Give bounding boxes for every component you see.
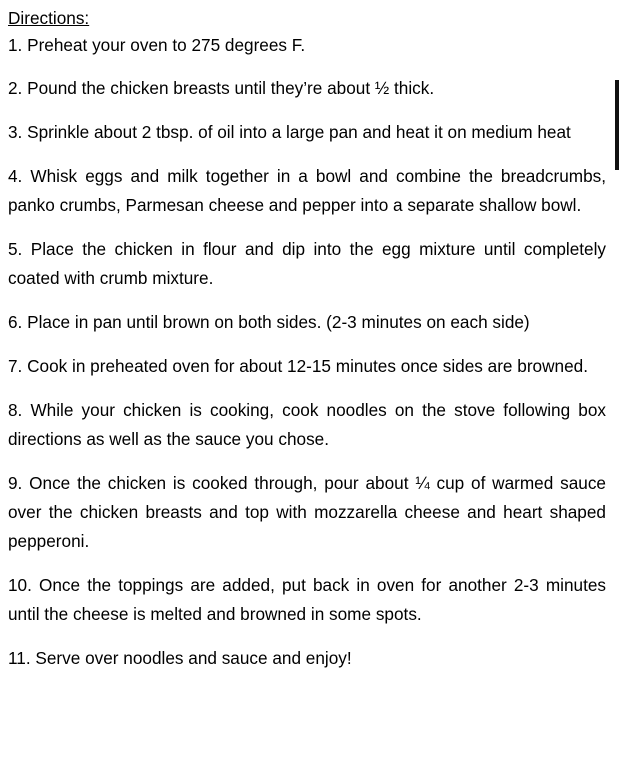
direction-step-8: 8. While your chicken is cooking, cook noodles on the stove following box directions as well as the sauce you chose. bbox=[8, 400, 606, 449]
direction-step-4: 4. Whisk eggs and milk together in a bowl and combine the breadcrumbs, panko crumbs, Parmesan cheese and pepper into a separate shallow bowl. bbox=[8, 166, 606, 215]
direction-step-7: 7. Cook in preheated oven for about 12-15 minutes once sides are browned. bbox=[8, 356, 588, 376]
direction-step-6: 6. Place in pan until brown on both sides. (2-3 minutes on each side) bbox=[8, 312, 530, 332]
scrollbar-thumb[interactable] bbox=[615, 80, 619, 170]
direction-step-3: 3. Sprinkle about 2 tbsp. of oil into a large pan and heat it on medium heat bbox=[8, 122, 571, 142]
directions-heading: Directions: bbox=[8, 8, 90, 28]
direction-step-11: 11. Serve over noodles and sauce and enjoy! bbox=[8, 648, 352, 668]
direction-step-9: 9. Once the chicken is cooked through, pour about ¼ cup of warmed sauce over the chicken breasts and top with mozzarella cheese and heart shaped pepperoni. bbox=[8, 473, 606, 551]
direction-step-1: 1. Preheat your oven to 275 degrees F. bbox=[8, 35, 306, 55]
direction-step-5: 5. Place the chicken in flour and dip into the egg mixture until completely coated with crumb mixture. bbox=[8, 239, 606, 288]
recipe-directions bbox=[8, 6, 606, 688]
direction-step-10: 10. Once the toppings are added, put back in oven for another 2-3 minutes until the cheese is melted and browned in some spots. bbox=[8, 575, 606, 624]
direction-step-2: 2. Pound the chicken breasts until they’re about ½ thick. bbox=[8, 78, 435, 98]
